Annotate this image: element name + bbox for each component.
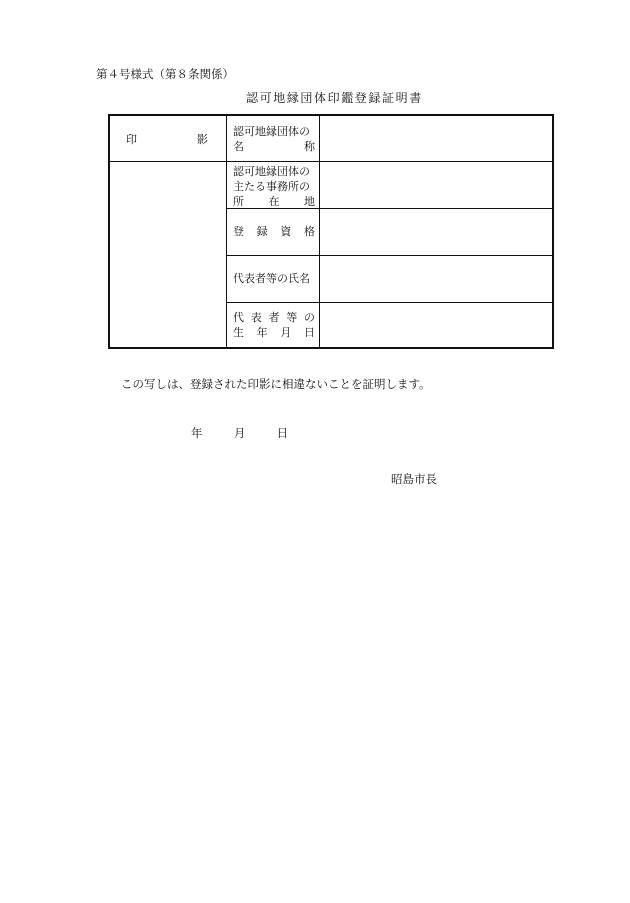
label-organization-name: 認可地縁団体の 名 称	[233, 125, 315, 153]
label-representative-name: 代表者等の氏名	[233, 272, 310, 285]
certificate-table	[108, 114, 554, 349]
value-office-address[interactable]	[321, 163, 552, 208]
issue-date	[191, 425, 288, 441]
label-office-address: 認可地縁団体の 主たる事務所の 所 在 地	[233, 165, 315, 208]
row-divider	[110, 161, 552, 162]
row-divider	[226, 302, 552, 303]
seal-impression-area[interactable]	[110, 163, 225, 347]
seal-impression-label: 印 影	[126, 133, 208, 146]
column-divider	[226, 116, 227, 347]
certification-statement: この写しは、登録された印影に相違ないことを証明します。	[121, 377, 431, 391]
label-registration-qualification: 登 録 資 格	[233, 225, 315, 238]
column-divider	[319, 116, 320, 347]
document-title: 認可地縁団体印鑑登録証明書	[246, 91, 423, 105]
date-year: 年	[191, 426, 203, 440]
value-organization-name[interactable]	[321, 116, 552, 161]
row-divider	[226, 255, 552, 256]
date-month: 月	[233, 426, 246, 440]
form-number: 第４号様式（第８条関係）	[96, 67, 234, 81]
issuer-name: 昭島市長	[391, 472, 437, 486]
label-representative-birthdate: 代 表 者 等 の 生 年 月 日	[233, 311, 315, 339]
value-representative-name[interactable]	[321, 257, 552, 302]
value-registration-qualification[interactable]	[321, 210, 552, 255]
value-representative-birthdate[interactable]	[321, 304, 552, 347]
date-day: 日	[276, 426, 289, 440]
